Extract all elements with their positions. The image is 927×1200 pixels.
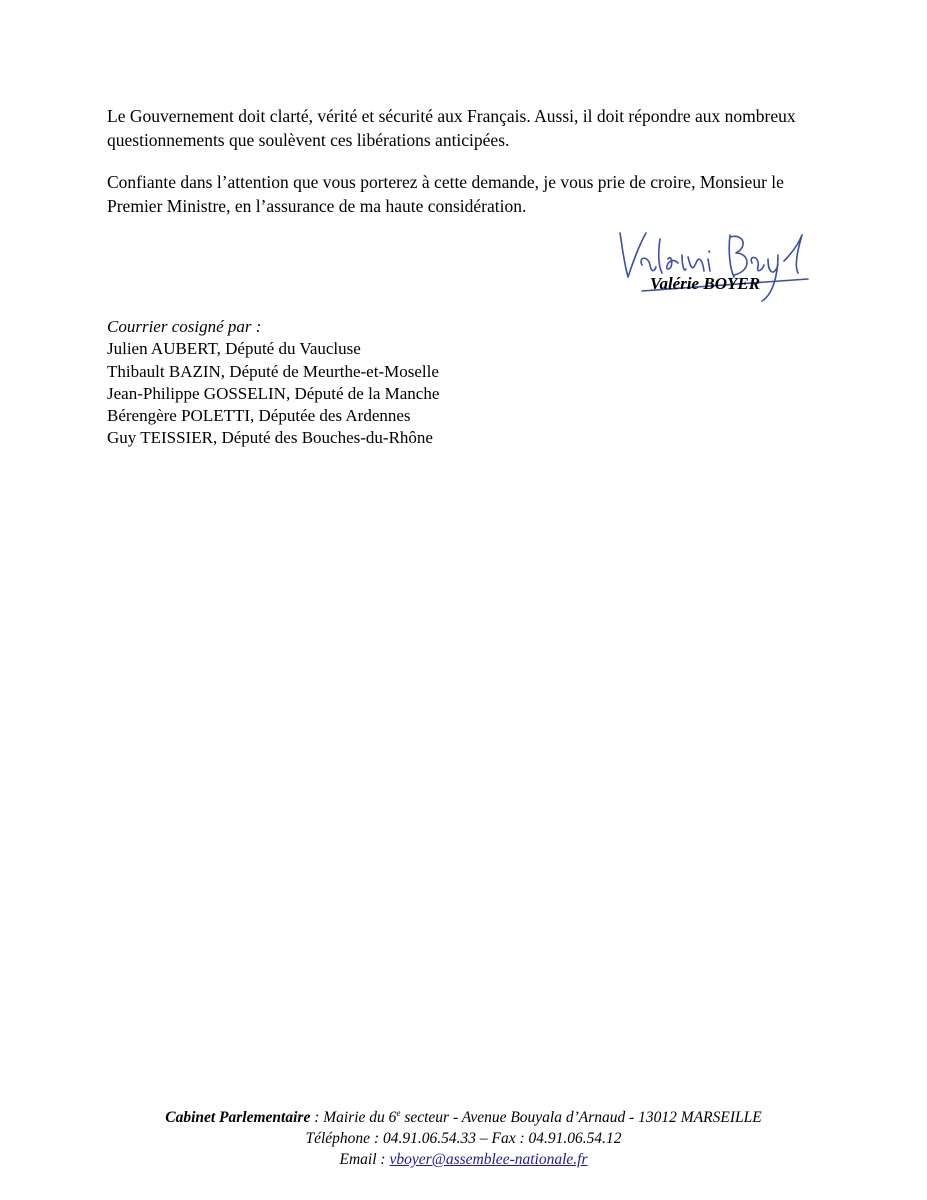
footer-phone: Téléphone : 04.91.06.54.33 – Fax : 04.91.06.54.12 <box>305 1130 622 1147</box>
cabinet-label: Cabinet Parlementaire <box>165 1109 311 1126</box>
cosigners-block <box>107 316 439 450</box>
signatory-name: Valérie BOYER <box>650 274 761 293</box>
cosigner-item: Bérengère POLETTI, Députée des Ardennes <box>107 406 411 426</box>
address-prefix: : Mairie du 6 <box>310 1109 397 1126</box>
cosigner-item: Jean-Philippe GOSSELIN, Député de la Manche <box>107 383 440 403</box>
paragraph-closing <box>107 170 827 218</box>
cosigner-item: Thibault BAZIN, Député de Meurthe-et-Moselle <box>107 361 439 381</box>
email-link[interactable]: vboyer@assemblee-nationale.fr <box>389 1151 588 1168</box>
paragraph-line: Confiante dans l’attention que vous porterez à cette demande, je vous prie de croire, Monsieur le <box>107 172 784 192</box>
address-suffix: secteur - Avenue Bouyala d’Arnaud - 13012 MARSEILLE <box>400 1109 762 1126</box>
paragraph-line: questionnements que soulèvent ces libérations anticipées. <box>107 130 510 150</box>
cosigner-item: Guy TEISSIER, Député des Bouches-du-Rhône <box>107 428 433 448</box>
cosigner-item: Julien AUBERT, Député du Vaucluse <box>107 339 361 359</box>
footer-email-row <box>0 1149 927 1170</box>
page-footer <box>0 1107 927 1170</box>
paragraph-government <box>107 104 827 152</box>
address-sup: e <box>396 1107 401 1118</box>
paragraph-line: Le Gouvernement doit clarté, vérité et sécurité aux Français. Aussi, il doit répondre aux nombreux <box>107 106 796 126</box>
cosigners-intro: Courrier cosigné par : <box>107 317 262 336</box>
paragraph-line: Premier Ministre, en l’assurance de ma haute considération. <box>107 196 527 216</box>
email-label: Email : <box>339 1151 390 1168</box>
footer-address <box>0 1107 927 1128</box>
